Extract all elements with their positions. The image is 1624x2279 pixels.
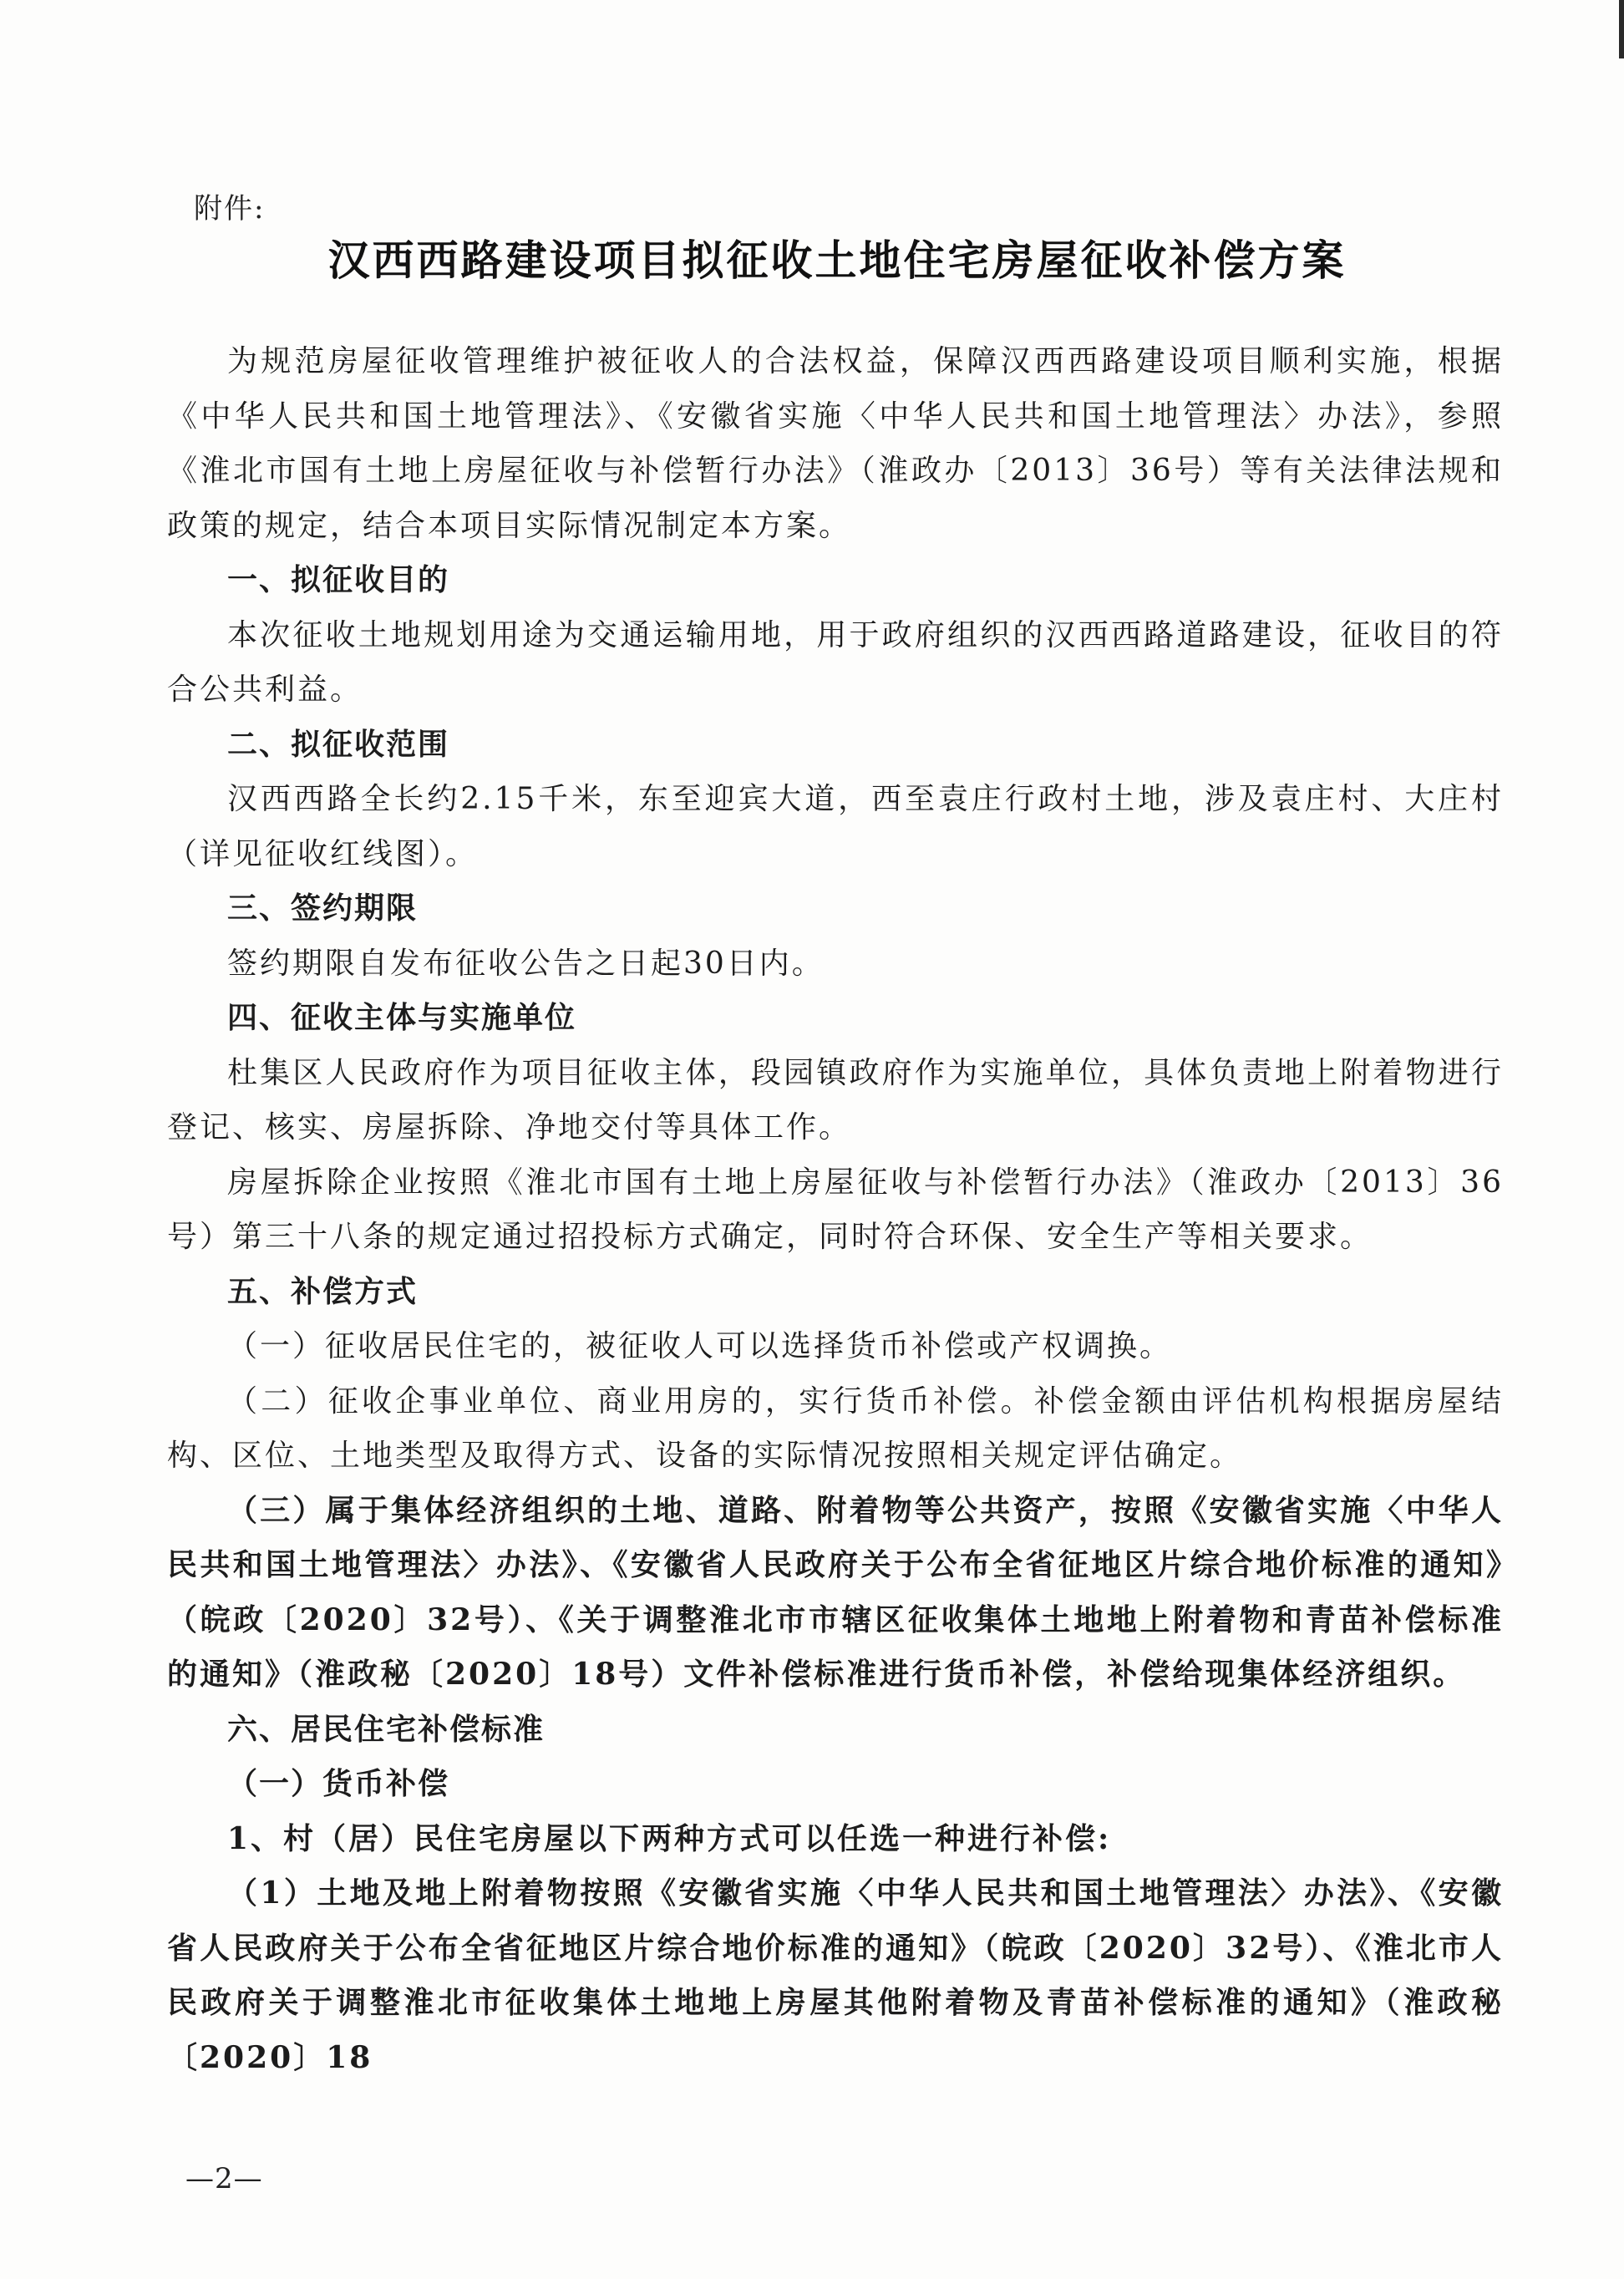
section-4-text-1: 杜集区人民政府作为项目征收主体，段园镇政府作为实施单位，具体负责地上附着物进行登记、核实、房屋拆除、净地交付等具体工作。	[167, 1055, 1504, 1145]
intro-paragraph: 为规范房屋征收管理维护被征收人的合法权益，保障汉西西路建设项目顺利实施，根据《中华人民共和国土地管理法》、《安徽省实施〈中华人民共和国土地管理法〉办法》，参照《淮北市国有土地上房屋征收与补偿暂行办法》（淮政办〔2013〕36号）等有关法律法规和政策的规定，结合本项目实际情况制定本方案。	[167, 344, 1504, 543]
page-number: —2—	[185, 2162, 263, 2195]
section-6-item-1: 1、村（居）民住宅房屋以下两种方式可以任选一种进行补偿:	[227, 1820, 1112, 1856]
section-6-item-1-1: （1）土地及地上附着物按照《安徽省实施〈中华人民共和国土地管理法〉办法》、《安徽省人民政府关于公布全省征地区片综合地价标准的通知》（皖政〔2020〕32号）、《淮北市人民政府关于调整淮北市征收集体土地地上房屋其他附着物及青苗补偿标准的通知》（淮政秘〔2020〕18	[167, 1875, 1504, 2075]
section-1-text: 本次征收土地规划用途为交通运输用地，用于政府组织的汉西西路道路建设，征收目的符合公共利益。	[167, 617, 1504, 707]
document-title: 汉西西路建设项目拟征收土地住宅房屋征收补偿方案	[327, 236, 1347, 285]
section-2-heading: 二、拟征收范围	[227, 727, 450, 762]
section-5-heading: 五、补偿方式	[227, 1274, 419, 1309]
section-3-text: 签约期限自发布征收公告之日起30日内。	[227, 946, 825, 981]
section-5-item-2: （二）征收企事业单位、商业用房的，实行货币补偿。补偿金额由评估机构根据房屋结构、区位、土地类型及取得方式、设备的实际情况按照相关规定评估确定。	[167, 1383, 1504, 1473]
section-3-heading: 三、签约期限	[227, 891, 419, 926]
attachment-label: 附件:	[194, 192, 266, 226]
section-4-text-2: 房屋拆除企业按照《淮北市国有土地上房屋征收与补偿暂行办法》（淮政办〔2013〕36号）第三十八条的规定通过招投标方式确定，同时符合环保、安全生产等相关要求。	[167, 1165, 1504, 1254]
section-1-heading: 一、拟征收目的	[227, 563, 450, 597]
section-5-item-3: （三）属于集体经济组织的土地、道路、附着物等公共资产，按照《安徽省实施〈中华人民共和国土地管理法〉办法》、《安徽省人民政府关于公布全省征地区片综合地价标准的通知》（皖政〔2020〕32号）、《关于调整淮北市市辖区征收集体土地地上附着物和青苗补偿标准的通知》（淮政秘〔2020〕18号）文件补偿标准进行货币补偿，补偿给现集体经济组织。	[167, 1492, 1504, 1692]
section-2-text: 汉西西路全长约2.15千米，东至迎宾大道，西至袁庄行政村土地，涉及袁庄村、大庄村（详见征收红线图）。	[167, 782, 1504, 871]
document-body	[167, 334, 1504, 2085]
section-6-subheading-1: （一）货币补偿	[227, 1767, 450, 1801]
section-5-item-1: （一）征收居民住宅的，被征收人可以选择货币补偿或产权调换。	[227, 1329, 1173, 1363]
section-6-heading: 六、居民住宅补偿标准	[227, 1712, 546, 1747]
section-4-heading: 四、征收主体与实施单位	[227, 1001, 577, 1035]
scan-edge-mark	[1619, 0, 1624, 58]
